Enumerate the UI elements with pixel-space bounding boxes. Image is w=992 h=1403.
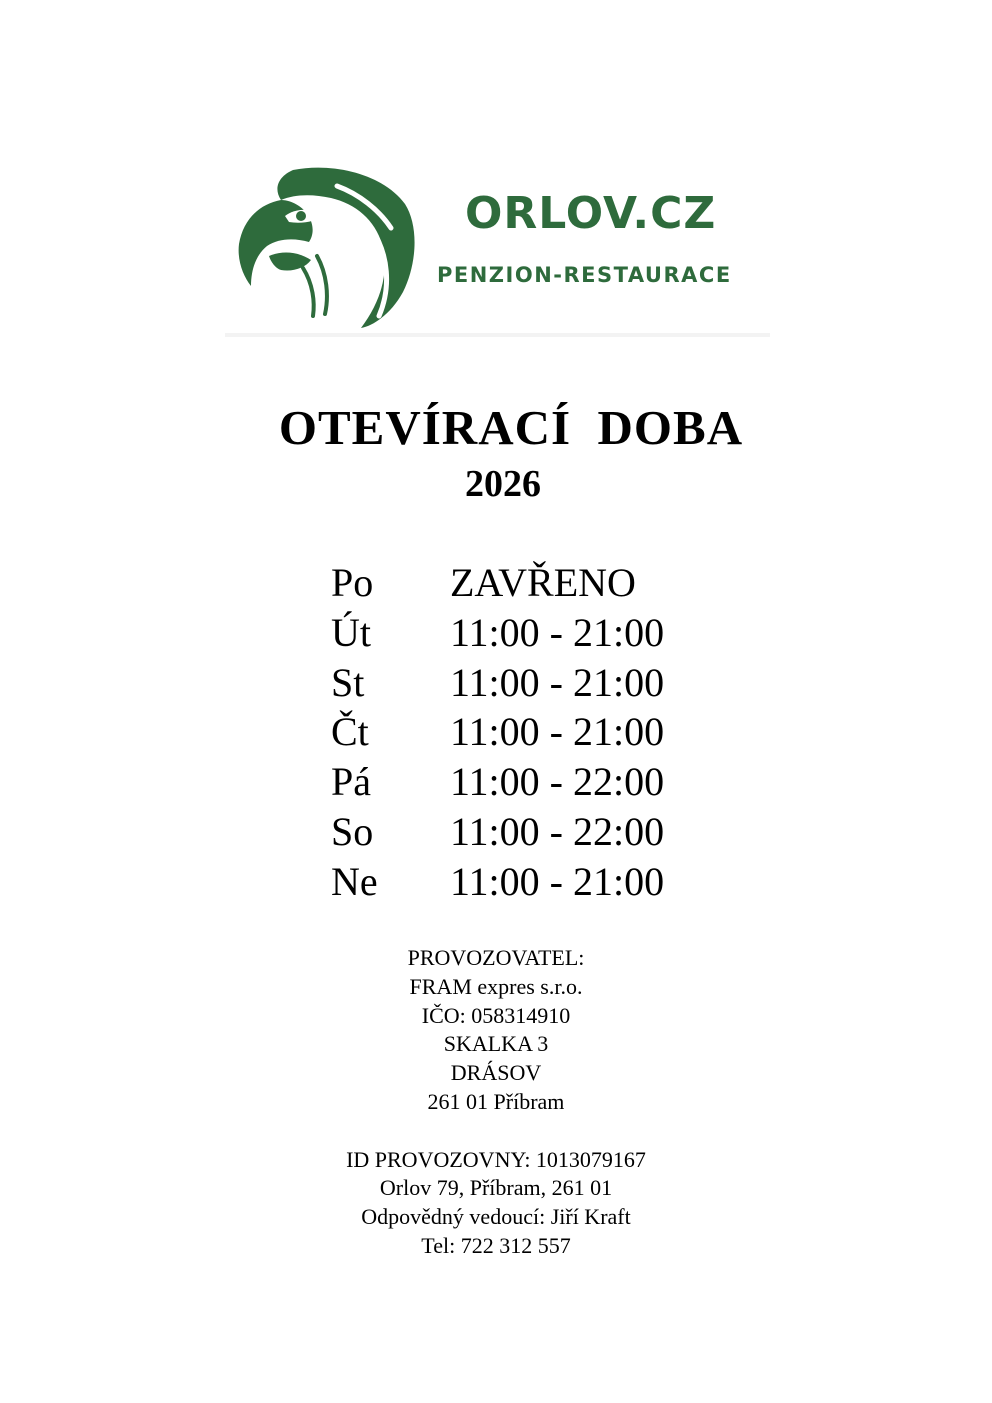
day-label: Pá bbox=[331, 759, 371, 805]
time-range: 11:00 - 21:00 bbox=[450, 858, 665, 904]
establishment-id: ID PROVOZOVNY: 1013079167 bbox=[346, 1146, 646, 1172]
eagle-head-icon bbox=[233, 164, 415, 328]
logo-tagline: PENZION-RESTAURACE bbox=[437, 263, 732, 287]
operator-company: FRAM expres s.r.o. bbox=[409, 973, 583, 999]
hours-row-sunday bbox=[331, 857, 731, 907]
establishment-manager: Odpovědný vedoucí: Jiří Kraft bbox=[361, 1204, 631, 1230]
establishment-phone: Tel: 722 312 557 bbox=[421, 1232, 571, 1258]
logo-brand: ORLOV.CZ bbox=[465, 188, 717, 239]
hours-row-friday bbox=[331, 757, 731, 807]
page-title: OTEVÍRACÍ DOBA bbox=[278, 400, 744, 455]
hours-row-monday bbox=[331, 558, 731, 608]
operator-street: SKALKA 3 bbox=[443, 1031, 549, 1057]
hours-row-saturday bbox=[331, 807, 731, 857]
time-range: 11:00 - 21:00 bbox=[450, 609, 665, 655]
operator-info bbox=[0, 944, 992, 1261]
hours-row-tuesday bbox=[331, 608, 731, 658]
operator-town: DRÁSOV bbox=[450, 1060, 542, 1086]
time-range: 11:00 - 22:00 bbox=[450, 808, 665, 854]
day-label: Po bbox=[331, 560, 374, 605]
operator-ico: IČO: 058314910 bbox=[421, 1002, 571, 1028]
establishment-address: Orlov 79, Příbram, 261 01 bbox=[379, 1175, 613, 1201]
operator-postal: 261 01 Příbram bbox=[427, 1088, 565, 1114]
time-range: ZAVŘENO bbox=[450, 560, 636, 605]
hours-row-thursday bbox=[331, 707, 731, 757]
year-subtitle: 2026 bbox=[465, 463, 541, 505]
hours-row-wednesday bbox=[331, 658, 731, 708]
day-label: So bbox=[331, 808, 374, 854]
day-label: Út bbox=[331, 609, 371, 655]
logo bbox=[225, 160, 770, 340]
time-range: 11:00 - 21:00 bbox=[450, 659, 665, 705]
spacer bbox=[0, 1117, 992, 1146]
time-range: 11:00 - 22:00 bbox=[450, 759, 665, 805]
opening-hours-list bbox=[331, 558, 731, 907]
operator-heading: PROVOZOVATEL: bbox=[407, 945, 585, 970]
day-label: Čt bbox=[331, 709, 369, 755]
logo-divider bbox=[225, 333, 770, 337]
day-label: St bbox=[331, 659, 365, 705]
day-label: Ne bbox=[331, 858, 378, 904]
time-range: 11:00 - 21:00 bbox=[450, 709, 665, 755]
